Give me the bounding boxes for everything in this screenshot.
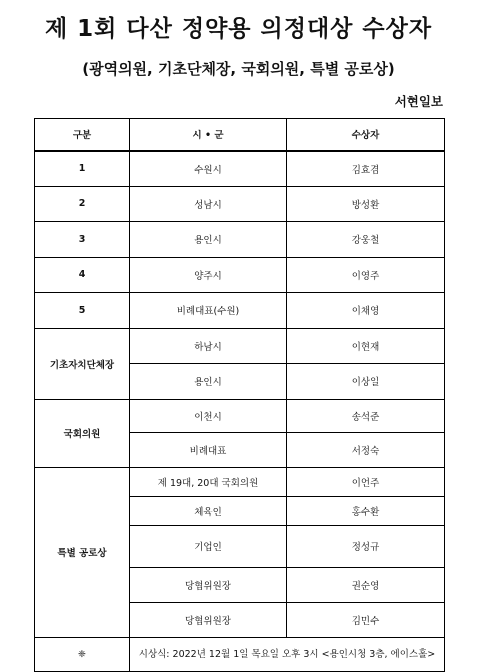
cell-category: 5 [35, 293, 130, 329]
source-label: 서현일보 [394, 94, 443, 109]
ceremony-note: 시상식: 2022년 12월 1일 목요일 오후 3시 <용인시청 3층, 에이스홀> [130, 638, 445, 672]
cell-winner: 이언주 [287, 467, 445, 496]
note-symbol: ❈ [35, 638, 130, 672]
header-winner: 수상자 [287, 119, 445, 151]
cell-region: 용인시 [130, 222, 287, 258]
table-row [35, 186, 445, 222]
cell-category-group: 특별 공로상 [35, 467, 130, 638]
cell-region: 기업인 [130, 525, 287, 567]
cell-region: 하남시 [130, 328, 287, 364]
cell-winner: 이영주 [287, 257, 445, 293]
table-row [35, 399, 445, 432]
table-row [35, 222, 445, 258]
cell-winner: 김효겸 [287, 151, 445, 187]
cell-winner: 권순영 [287, 567, 445, 603]
table-row [35, 257, 445, 293]
cell-winner: 서정숙 [287, 432, 445, 467]
cell-category: 2 [35, 186, 130, 222]
cell-region: 당협위원장 [130, 603, 287, 638]
cell-region: 당협위원장 [130, 567, 287, 603]
cell-winner: 강웅철 [287, 222, 445, 258]
cell-region: 용인시 [130, 364, 287, 400]
cell-region: 제 19대, 20대 국회의원 [130, 467, 287, 496]
cell-winner: 정성규 [287, 525, 445, 567]
awards-table [34, 118, 445, 672]
cell-category: 4 [35, 257, 130, 293]
cell-region: 성남시 [130, 186, 287, 222]
table-note-row [35, 638, 445, 672]
cell-winner: 이채영 [287, 293, 445, 329]
cell-category: 1 [35, 151, 130, 187]
table-row [35, 328, 445, 364]
cell-category: 3 [35, 222, 130, 258]
cell-winner: 김민수 [287, 603, 445, 638]
cell-region: 양주시 [130, 257, 287, 293]
cell-region: 수원시 [130, 151, 287, 187]
cell-region: 체육인 [130, 496, 287, 525]
cell-region: 비례대표 [130, 432, 287, 467]
cell-winner: 이현재 [287, 328, 445, 364]
table-row [35, 293, 445, 329]
cell-region: 이천시 [130, 399, 287, 432]
header-category: 구분 [35, 119, 130, 151]
cell-winner: 이상일 [287, 364, 445, 400]
cell-category-group: 국회의원 [35, 399, 130, 467]
cell-region: 비례대표(수원) [130, 293, 287, 329]
page-title: 제 1회 다산 정약용 의정대상 수상자 [44, 16, 433, 42]
table-row [35, 151, 445, 187]
cell-winner: 홍수환 [287, 496, 445, 525]
table-header-row [35, 119, 445, 151]
cell-winner: 방성환 [287, 186, 445, 222]
cell-winner: 송석준 [287, 399, 445, 432]
table-row [35, 467, 445, 496]
header-region: 시 • 군 [130, 119, 287, 151]
cell-category-group: 기초자치단체장 [35, 328, 130, 399]
page-subtitle: (광역의원, 기초단체장, 국회의원, 특별 공로상) [82, 60, 395, 78]
